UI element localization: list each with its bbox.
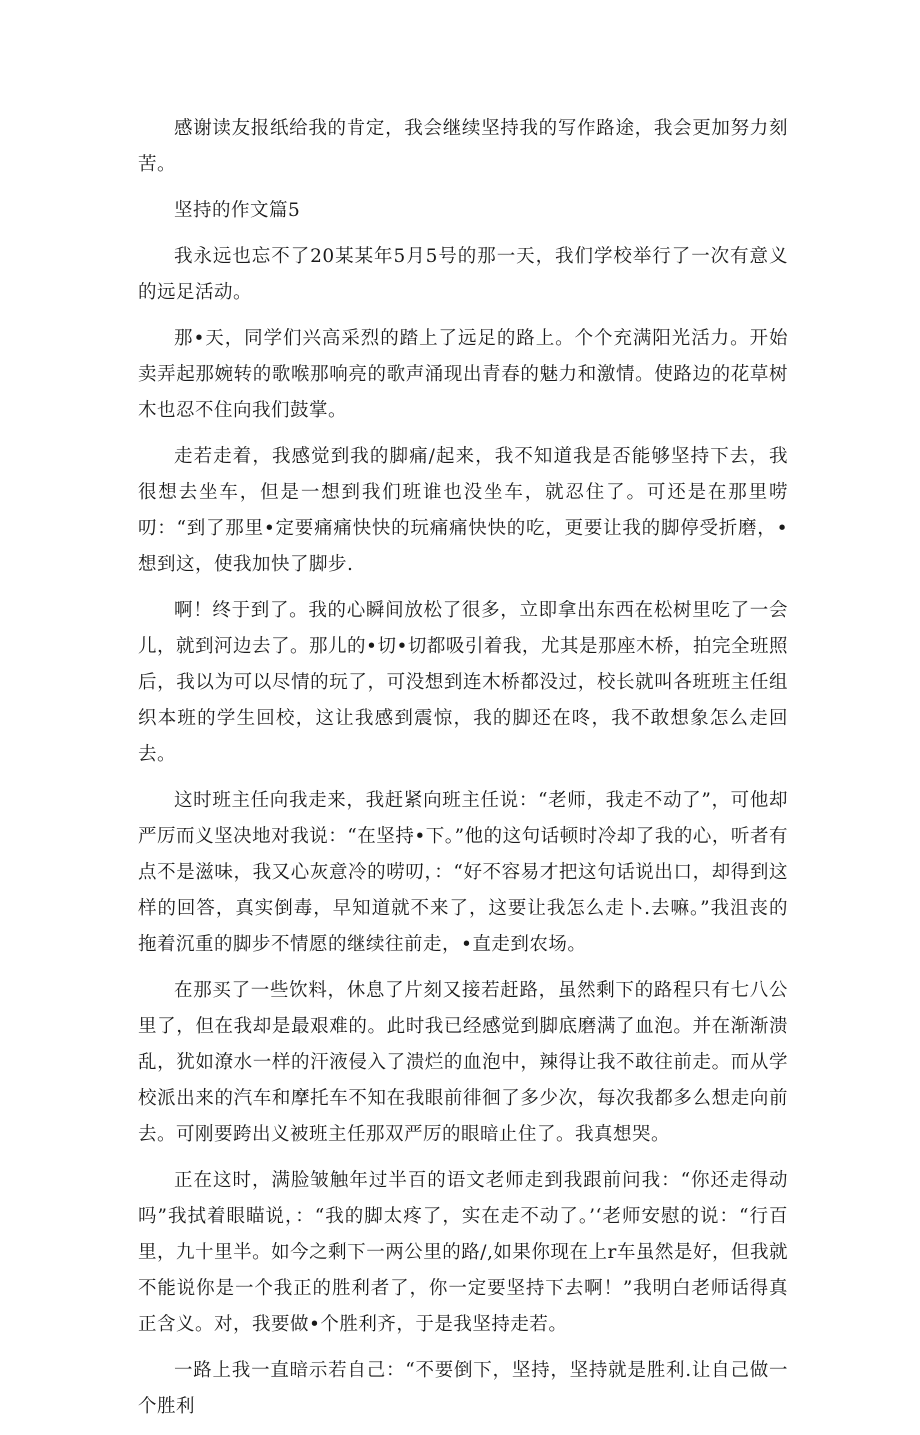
paragraph-hardship: 在那买了一些饮料，休息了片刻又接若赶路，虽然剩下的路程只有七八公里了，但在我却是最艰难的。此时我已经感觉到脚底磨满了血泡。并在渐渐溃乱，犹如潦水一样的汗液侵入了溃烂的血泡中，辣得让我不敢往前走。而从学校派出来的汽车和摩托车不知在我眼前徘徊了多少次，每次我都多么想走向前去。可刚要跨出义被班主任那双严厉的眼暗止住了。我真想哭。 [138,980,788,1145]
paragraph-self-motivation: 一路上我一直暗示若自己：“不要倒下，坚持，坚持就是胜利.让自己做一个胜利 [138,1360,788,1417]
document-body [138,111,788,1435]
paragraph-arrival: 啊！终于到了。我的心瞬间放松了很多，立即拿出东西在松树里吃了一会儿，就到河边去了。那儿的•切•切都吸引着我，尤其是那座木桥，拍完全班照后，我以为可以尽情的玩了，可没想到连木桥都没过，校长就叫各班班主任组织本班的学生回校，这让我感到震惊，我的脚还在咚，我不敢想象怎么走回去。 [138,600,788,765]
paragraph-encouragement: 正在这时，满脸皱触年过半百的语文老师走到我跟前问我：“你还走得动吗”我拭着眼瞄说，：“我的脚太疼了，实在走不动了。’‘老师安慰的说：“行百里，九十里半。如今之剩下一两公里的路/,如果你现在上r车虽然是好，但我就不能说你是一个我正的胜利者了，你一定要坚持下去啊！”我明白老师话得真正含义。对，我要做•个胜利齐，于是我坚持走若。 [138,1170,788,1335]
paragraph-intro: 我永远也忘不了20某某年5月5号的那一天，我们学校举行了一次有意义的远足活动。 [138,246,788,303]
paragraph-closing-thanks: 感谢读友报纸给我的肯定，我会继续坚持我的写作路途，我会更加努力刻苦。 [138,118,788,175]
paragraph-foot-pain: 走若走着，我感觉到我的脚痛/起来，我不知道我是否能够坚持下去，我很想去坐车，但是一想到我们班谁也没坐车，就忍住了。可还是在那里唠叨：“到了那里•定要痛痛快快的玩痛痛快快的吃，更要让我的脚停受折磨，•想到这，使我加快了脚步. [138,446,788,575]
section-title: 坚持的作文篇5 [174,200,301,221]
paragraph-teacher-strict: 这时班主任向我走来，我赶紧向班主任说：“老师，我走不动了”，可他却严厉而义坚决地对我说：“在坚持•下。”他的这句话顿时冷却了我的心，听者有点不是滋味，我又心灰意冷的唠叨，：“好不容易才把这句话说出口，却得到这样的回答，真实倒毒，早知道就不来了，这要让我怎么走卜.去嘛。”我沮丧的拖着沉重的脚步不情愿的继续往前走，•直走到农场。 [138,790,788,955]
paragraph-departure: 那•天，同学们兴高采烈的踏上了远足的路上。个个充满阳光活力。开始卖弄起那婉转的歌喉那响亮的歌声涌现出青春的魅力和激情。使路边的花草树木也忍不住向我们鼓掌。 [138,328,788,421]
